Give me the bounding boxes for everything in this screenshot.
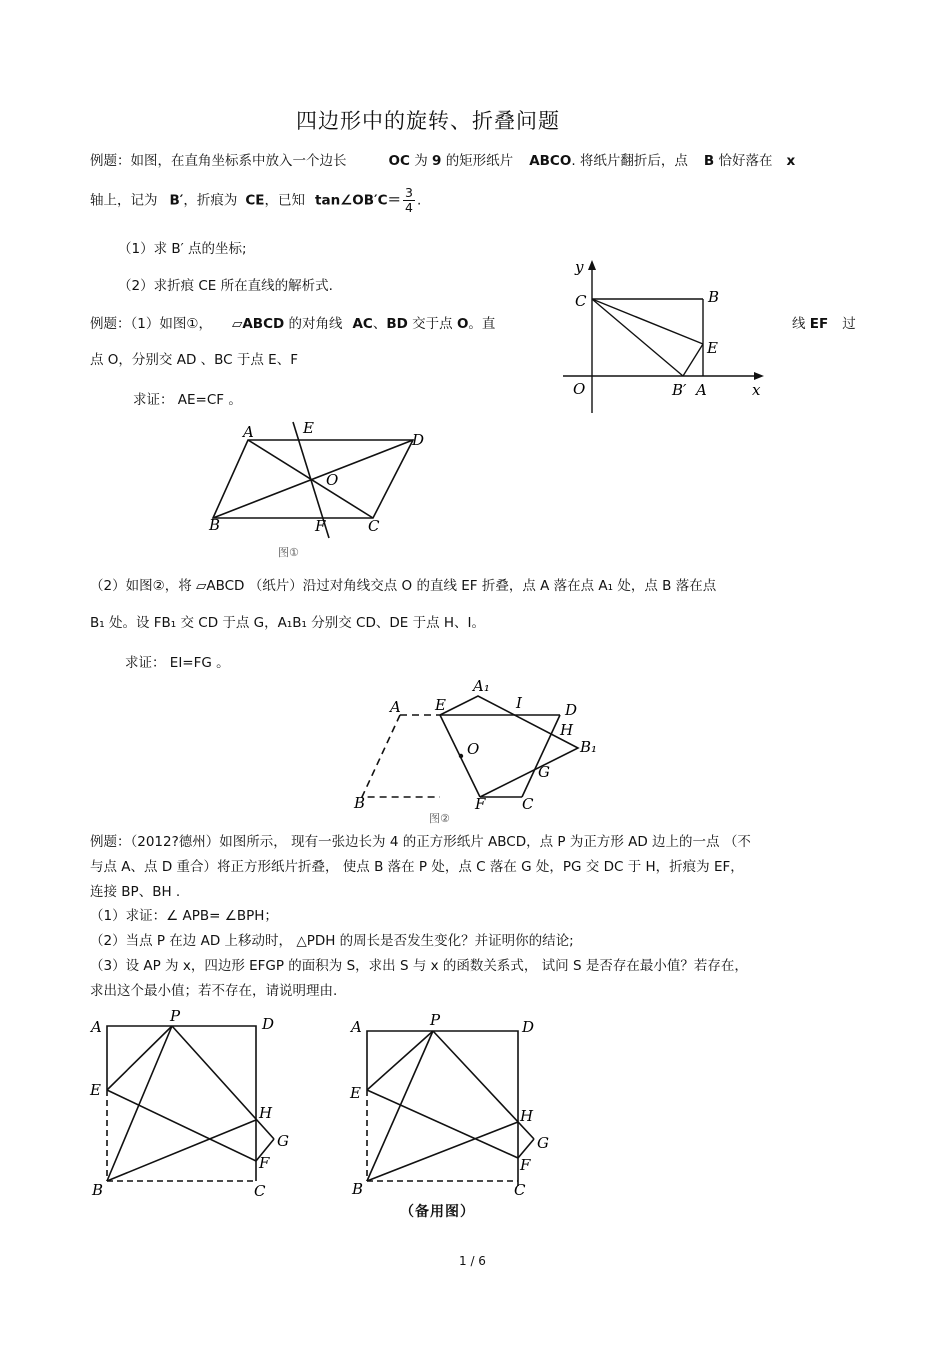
f3l-label-e: E — [90, 1081, 101, 1099]
x-axis-arrow — [754, 372, 764, 380]
center-o — [459, 754, 463, 758]
label-b: B — [708, 288, 720, 306]
ex2-part2-line1: （2）如图②，将 ▱ABCD （纸片）沿过对角线交点 O 的直线 EF 折叠，点 A 落在点 A₁ 处，点 B 落在点 — [90, 578, 717, 594]
ex3-line3: 连接 BP、BH . — [90, 884, 181, 900]
segment-dc — [522, 715, 560, 797]
original-ab-bf-dashed — [362, 715, 440, 797]
f3l-label-a: A — [91, 1018, 102, 1036]
f2-label-b1: B₁ — [580, 738, 598, 756]
f2-label-d: D — [565, 701, 578, 719]
fold-line-ef-2 — [367, 1090, 518, 1158]
ex1-question1: （1）求 B′ 点的坐标; — [118, 241, 247, 257]
f2-label-a: A — [390, 698, 401, 716]
f2-label-c: C — [522, 795, 534, 813]
f1-label-o: O — [326, 471, 339, 489]
segment-cbprime — [592, 299, 683, 376]
f2-label-h: H — [560, 721, 574, 739]
fraction: $\frac{3}{4}$ — [405, 185, 413, 215]
f3r-label-d: D — [522, 1018, 535, 1036]
fold-line-ce — [592, 299, 703, 344]
ex1-line2: 轴上，记为 B′，折痕为 CE，已知 tan∠OB′C＝ $\frac{3}{4}$ . — [90, 185, 422, 215]
figure-3-right — [348, 1008, 563, 1208]
coordinate-figure — [555, 258, 770, 418]
label-y: y — [575, 258, 584, 276]
f3r-label-g: G — [537, 1134, 549, 1152]
label-a: A — [696, 381, 707, 399]
f3r-label-c: C — [514, 1181, 526, 1199]
y-axis-arrow — [588, 260, 596, 270]
ex2-proof2: 求证： EI=FG 。 — [125, 655, 230, 671]
figure-2-svg — [350, 677, 598, 825]
ex2-line1-end: 线 EF 过 — [792, 316, 856, 332]
ex3-question2: （2）当点 P 在边 AD 上移动时， △PDH 的周长是否发生变化？并证明你的结论; — [90, 933, 574, 949]
ex2-line1: 例题：（1）如图①， ▱ABCD 的对角线 AC、BD 交于点 O。直 — [90, 316, 496, 332]
ex3-question1: （1）求证：∠ APB= ∠BPH； — [90, 908, 278, 924]
label-bprime: B′ — [672, 381, 687, 399]
page-number: 1 / 6 — [459, 1254, 486, 1268]
figure-1 — [203, 418, 433, 563]
ex3-line1: 例题：（2012?德州）如图所示， 现有一张边长为 4 的正方形纸片 ABCD，点 P 为正方形 AD 边上的一点 （不 — [90, 834, 751, 850]
label-c: C — [575, 292, 587, 310]
f3l-label-f: F — [259, 1154, 270, 1172]
f1-label-e: E — [303, 419, 314, 437]
label-origin: O — [573, 380, 586, 398]
figure-1-svg — [203, 418, 433, 563]
f3l-label-h: H — [259, 1104, 273, 1122]
figure-3-left — [88, 1008, 303, 1208]
page-title: 四边形中的旋转、折叠问题 — [296, 109, 560, 133]
f3l-label-d: D — [262, 1015, 275, 1033]
f3l-label-p: P — [170, 1007, 181, 1025]
f3r-label-e: E — [350, 1084, 361, 1102]
figure-2-caption: 图② — [429, 812, 450, 825]
f2-label-b: B — [354, 794, 366, 812]
ex3-line2: 与点 A、点 D 重合）将正方形纸片折叠， 使点 B 落在 P 处，点 C 落在 G 处，PG 交 DC 于 H，折痕为 EF， — [90, 859, 744, 875]
spare-figure-caption: （备用图） — [400, 1204, 475, 1220]
folded-part-a1b1 — [440, 696, 578, 797]
f3r-label-b: B — [352, 1180, 364, 1198]
figure-3-left-svg — [88, 1008, 303, 1208]
f1-label-d: D — [412, 431, 425, 449]
f2-label-a1: A₁ — [473, 677, 490, 695]
segment-ep-2 — [367, 1031, 433, 1090]
segment-pg — [172, 1026, 274, 1139]
figure-3-right-svg — [348, 1008, 563, 1208]
figure-2 — [350, 677, 598, 825]
f3r-label-h: H — [520, 1107, 534, 1125]
f3l-label-c: C — [254, 1182, 266, 1200]
f2-label-e: E — [435, 696, 446, 714]
segment-pg-2 — [433, 1031, 534, 1139]
f3r-label-f: F — [520, 1156, 531, 1174]
f1-label-f: F — [315, 517, 326, 535]
square-top-sides-2 — [367, 1031, 518, 1186]
f1-label-c: C — [368, 517, 380, 535]
f2-label-f: F — [475, 795, 486, 813]
ex3-question4: 求出这个最小值；若不存在，请说明理由. — [90, 983, 338, 999]
ex1-question2: （2）求折痕 CE 所在直线的解析式. — [118, 278, 333, 294]
ex2-proof1: 求证： AE=CF 。 — [133, 392, 242, 408]
ex2-line2: 点 O，分别交 AD 、BC 于点 E、F — [90, 352, 298, 368]
coordinate-figure-svg — [555, 258, 770, 418]
segment-ep — [107, 1026, 172, 1090]
ex1-line1: 例题：如图，在直角坐标系中放入一个边长 OC 为 9 的矩形纸片 ABCO. 将纸片翻折后，点 B 恰好落在 x — [90, 153, 796, 169]
f2-label-g: G — [538, 763, 550, 781]
square-top-sides — [107, 1026, 256, 1181]
f1-label-a: A — [243, 423, 254, 441]
f3r-label-a: A — [351, 1018, 362, 1036]
f3l-label-g: G — [277, 1132, 289, 1150]
f1-label-b: B — [209, 516, 221, 534]
segment-bprime-e — [683, 344, 703, 376]
f2-label-o: O — [467, 740, 480, 758]
figure-1-caption: 图① — [278, 546, 299, 559]
f3l-label-b: B — [92, 1181, 104, 1199]
f3r-label-p: P — [430, 1011, 441, 1029]
ex2-part2-line2: B₁ 处。设 FB₁ 交 CD 于点 G，A₁B₁ 分别交 CD、DE 于点 H、I。 — [90, 615, 486, 631]
f2-label-i: I — [516, 694, 522, 712]
label-e: E — [707, 339, 718, 357]
label-x: x — [752, 381, 761, 399]
ex3-question3: （3）设 AP 为 x，四边形 EFGP 的面积为 S，求出 S 与 x 的函数关系式， 试问 S 是否存在最小值？若存在， — [90, 958, 748, 974]
